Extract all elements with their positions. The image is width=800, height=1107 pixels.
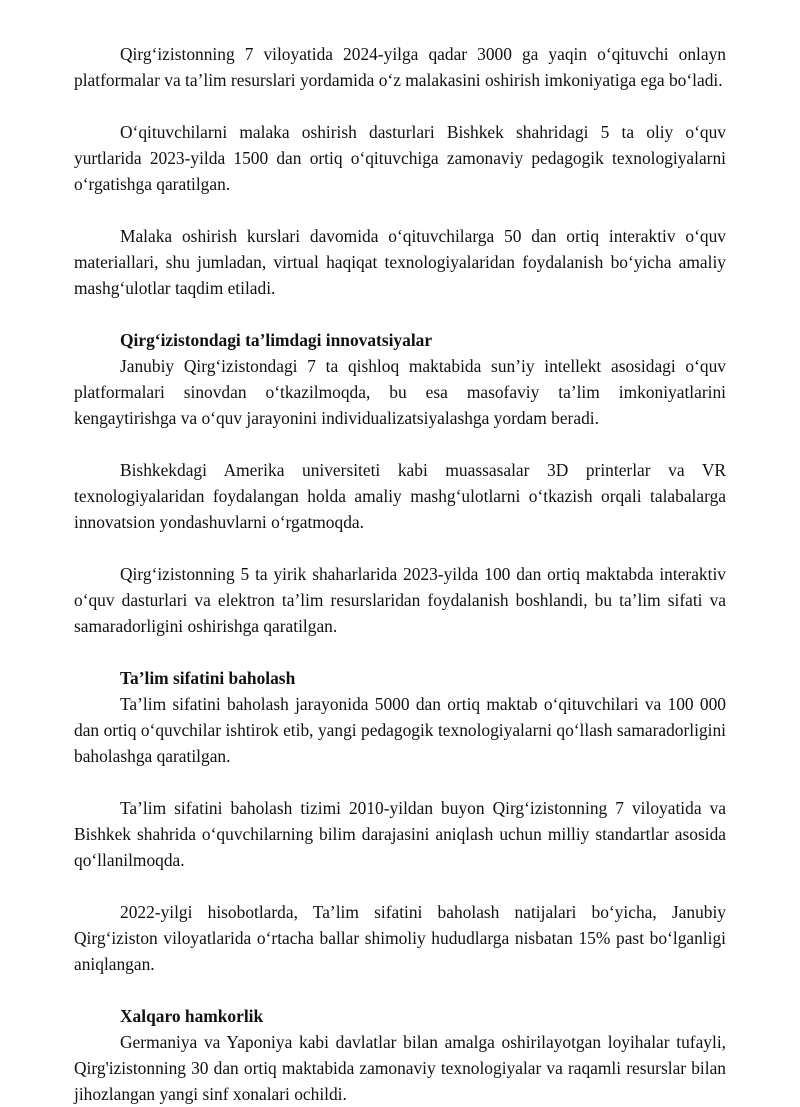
paragraph-bishkek-programs: O‘qituvchilarni malaka oshirish dasturlari Bishkek shahridagi 5 ta oliy o‘quv yurtlarida 2023-yilda 1500 dan ortiq o‘qituvchiga zamonaviy pedagogik texnologiyalarni o‘rgatishga qaratilgan. [74,122,726,194]
paragraph-germany-japan-projects: Germaniya va Yaponiya kabi davlatlar bilan amalga oshirilayotgan loyihalar tufayli, Qirg'izistonning 30 dan ortiq maktabida zamonaviy texnologiyalar va raqamli resurslar bilan jihozlangan yangi sinf xonalari ochildi. [74,1032,726,1104]
paragraph-spacer [74,431,726,457]
paragraph-2022-reports: 2022-yilgi hisobotlarda, Ta’lim sifatini baholash natijalari bo‘yicha, Janubiy Qirg‘iziston viloyatlarida o‘rtacha ballar shimoliy hududlarga nisbatan 15% past bo‘lganligi aniqlangan. [74,902,726,974]
section-heading-quality-assessment: Ta’lim sifatini baholash [120,668,296,688]
paragraph-spacer [74,93,726,119]
paragraph-interactive-materials: Malaka oshirish kurslari davomida o‘qituvchilarga 50 dan ortiq interaktiv o‘quv materiallari, shu jumladan, virtual haqiqat texnologiyalaridan foydalanish bo‘yicha amaliy mashg‘ulotlar taqdim etiladi. [74,226,726,298]
paragraph-american-university: Bishkekdagi Amerika universiteti kabi muassasalar 3D printerlar va VR texnologiyalaridan foydalangan holda amaliy mashg‘ulotlarni o‘tkazish orqali talabalarga innovatsion yondashuvlarni o‘rgatmoqda. [74,460,726,532]
paragraph-spacer [74,301,726,327]
paragraph-assessment-participants: Ta’lim sifatini baholash jarayonida 5000 dan ortiq maktab o‘qituvchilari va 100 000 dan ortiq o‘quvchilar ishtirok etib, yangi pedagogik texnologiyalarni qo‘llash samaradorligini baholashga qaratilgan. [74,694,726,766]
paragraph-spacer [74,535,726,561]
section-heading-innovations: Qirg‘izistondagi ta’limdagi innovatsiyalar [120,330,433,350]
paragraph-spacer [74,873,726,899]
paragraph-assessment-system: Ta’lim sifatini baholash tizimi 2010-yildan buyon Qirg‘izistonning 7 viloyatida va Bishkek shahrida o‘quvchilarning bilim darajasini aniqlash uchun milliy standartlar asosida qo‘llanilmoqda. [74,798,726,870]
paragraph-five-cities: Qirg‘izistonning 5 ta yirik shaharlarida 2023-yilda 100 dan ortiq maktabda interaktiv o‘quv dasturlari va elektron ta’lim resurslaridan foydalanish boshlandi, bu ta’lim sifati va samaradorligini oshirishga qaratilgan. [74,564,726,636]
paragraph-spacer [74,639,726,665]
paragraph-spacer [74,769,726,795]
section-heading-international-cooperation: Xalqaro hamkorlik [120,1006,264,1026]
paragraph-spacer [74,977,726,1003]
paragraph-teacher-online-training: Qirg‘izistonning 7 viloyatida 2024-yilga qadar 3000 ga yaqin o‘qituvchi onlayn platformalar va ta’lim resurslari yordamida o‘z malakasini oshirish imkoniyatiga ega bo‘ladi. [74,44,726,90]
paragraph-spacer [74,197,726,223]
paragraph-ai-rural-schools: Janubiy Qirg‘izistondagi 7 ta qishloq maktabida sun’iy intellekt asosidagi o‘quv platformalari sinovdan o‘tkazilmoqda, bu esa masofaviy ta’lim imkoniyatlarini kengaytirishga va o‘quv jarayonini individualizatsiyalashga yordam beradi. [74,356,726,428]
